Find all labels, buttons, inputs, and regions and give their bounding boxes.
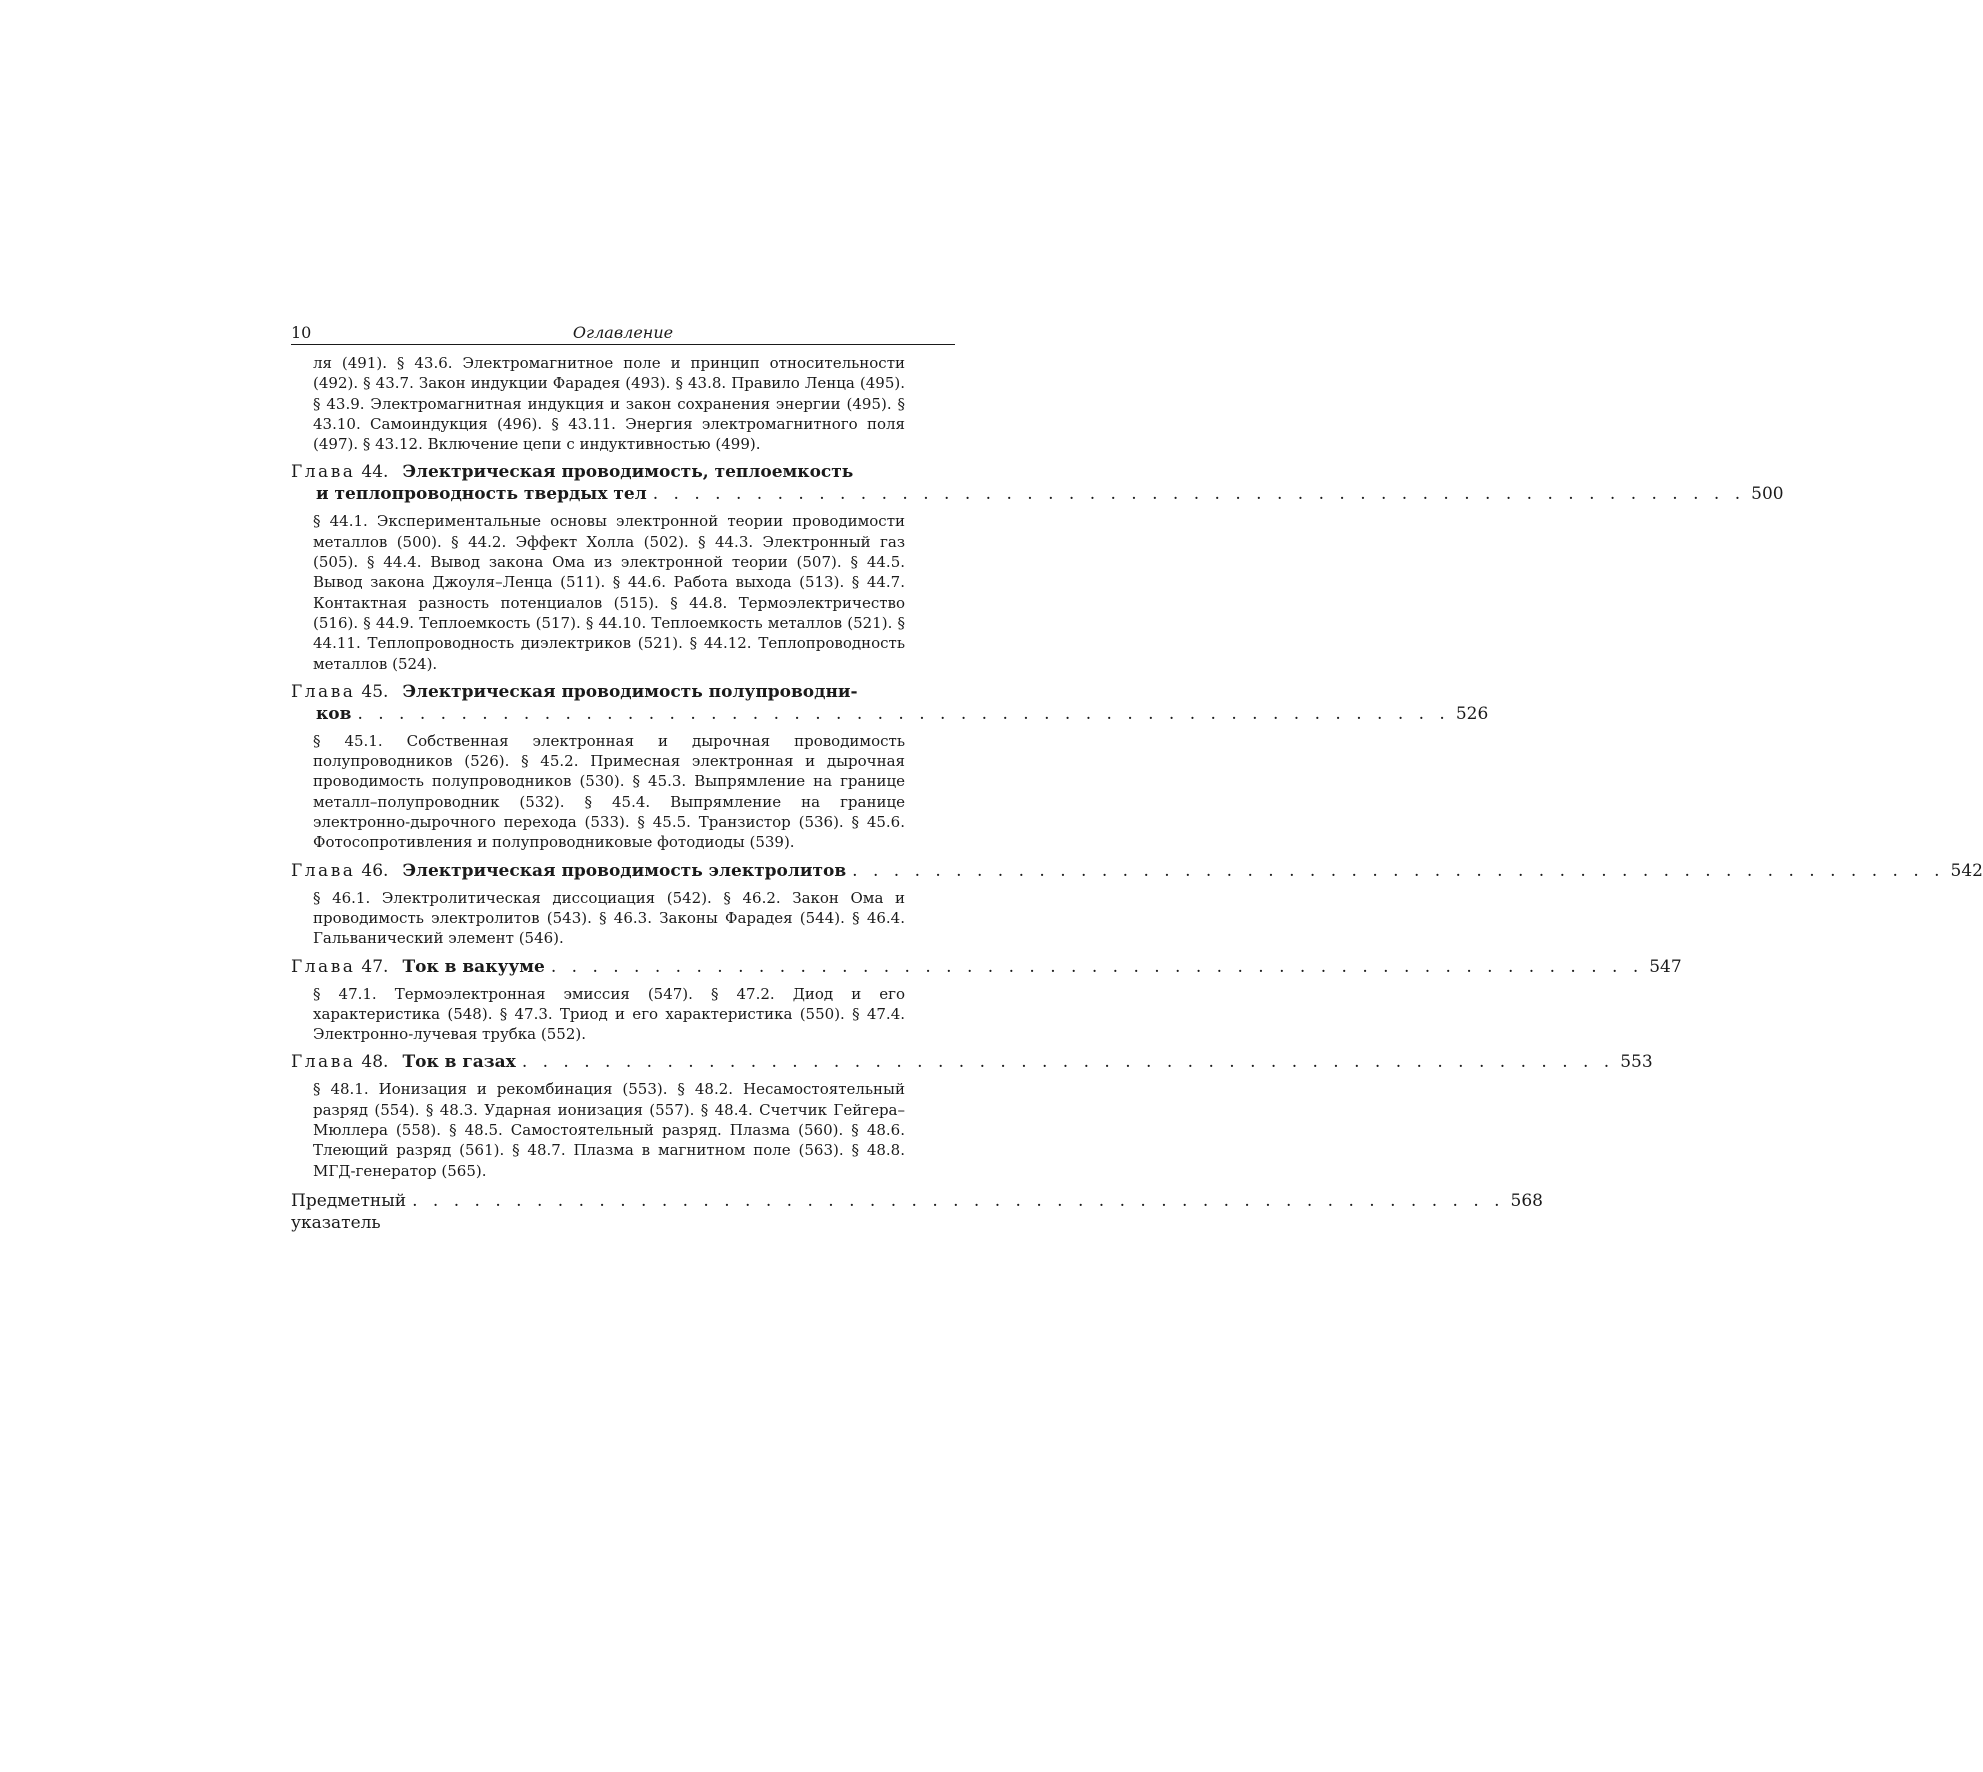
page-number: 10 (291, 323, 312, 342)
page-title: Оглавление (572, 323, 674, 342)
toc-chapter-44[interactable] (291, 461, 1784, 505)
chapter-label: Глава (291, 860, 356, 881)
dot-leader: . . . . . . . . . . . . . . . . . . . . . . . . . . . . . . . . . . . . . . . . . . . . . . . . . . . . . (521, 1052, 1615, 1073)
chapter-title: Ток в газах (402, 1052, 516, 1073)
toc-subject-index[interactable] (291, 1190, 1543, 1234)
chapter-number: 45. (361, 681, 389, 702)
running-header (291, 320, 955, 345)
chapter-title: Электрическая проводимость электролитов (402, 860, 847, 881)
chapter-title: Ток в вакууме (402, 956, 545, 977)
index-page-number: 568 (1510, 1190, 1543, 1211)
dot-leader: . . . . . . . . . . . . . . . . . . . . . . . . . . . . . . . . . . . . . . . . . . . . . . . . . . . . . (550, 956, 1644, 977)
chapter-page-number: 542 (1950, 860, 1983, 881)
chapter-label: Глава (291, 956, 356, 977)
chapter-number: 48. (361, 1052, 389, 1073)
chapter-label: Глава (291, 462, 356, 483)
chapter-title-continued: и теплопроводность твердых тел (316, 484, 647, 505)
toc-chapter-48[interactable] (291, 1051, 1653, 1073)
index-title: Предметный указатель (291, 1190, 407, 1233)
dot-leader: . . . . . . . . . . . . . . . . . . . . . . . . . . . . . . . . . . . . . . . . . . . . . . . . . . . . . (652, 484, 1746, 505)
chapter-page-number: 500 (1751, 484, 1784, 505)
chapter-label: Глава (291, 1052, 356, 1073)
chapter-label: Глава (291, 681, 356, 702)
dot-leader: . . . . . . . . . . . . . . . . . . . . . . . . . . . . . . . . . . . . . . . . . . . . . . . . . . . . . (357, 703, 1450, 724)
document-page (291, 320, 1983, 1234)
chapter-title: Электрическая проводимость полупроводни- (402, 681, 858, 702)
toc-chapter-45[interactable] (291, 681, 1489, 725)
chapter-title-continued: ков (316, 703, 352, 724)
chapter-title: Электрическая проводимость, теплоемкость (402, 462, 854, 483)
chapter-page-number: 547 (1649, 956, 1682, 977)
chapter-page-number: 526 (1455, 703, 1489, 724)
sections-list-ch48: § 48.1. Ионизация и рекомбинация (553). § 48.2. Несамостоятельный разряд (554). § 48.3. Ударная ионизация (557). § 48.4. Счетчик Гейгера–Мюллера (558). § 48.5. Самостоятельный разряд. Плазма (560). § 48.6. Тлеющий разряд (561). § 48.7. Плазма в магнитном поле (563). § 48.8. МГД-генератор (565). (313, 1080, 905, 1180)
chapter-number: 44. (361, 462, 389, 483)
sections-list-ch44: § 44.1. Экспериментальные основы электронной теории проводимости металлов (500). § 44.2. Эффект Холла (502). § 44.3. Электронный газ (505). § 44.4. Вывод закона Ома из электронной теории (507). § 44.5. Вывод закона Джоуля–Ленца (511). § 44.6. Работа выхода (513). § 44.7. Контактная разность потенциалов (515). § 44.8. Термоэлектричество (516). § 44.9. Теплоемкость (517). § 44.10. Теплоемкость металлов (521). § 44.11. Теплопроводность диэлектриков (521). § 44.12. Теплопроводность металлов (524). (313, 512, 905, 673)
dot-leader: . . . . . . . . . . . . . . . . . . . . . . . . . . . . . . . . . . . . . . . . . . . . . . . . . . . . . (412, 1190, 1505, 1211)
sections-list-ch46: § 46.1. Электролитическая диссоциация (542). § 46.2. Закон Ома и проводимость электролитов (543). § 46.3. Законы Фарадея (544). § 46.4. Гальванический элемент (546). (313, 888, 905, 948)
sections-list-ch43-continued: ля (491). § 43.6. Электромагнитное поле и принцип относительности (492). § 43.7. Закон индукции Фарадея (493). § 43.8. Правило Ленца (495). § 43.9. Электромагнитная индукция и закон сохранения энергии (495). § 43.10. Самоиндукция (496). § 43.11. Энергия электромагнитного поля (497). § 43.12. Включение цепи с индуктивностью (499). (313, 354, 905, 454)
sections-list-ch47: § 47.1. Термоэлектронная эмиссия (547). § 47.2. Диод и его характеристика (548). § 47.3. Триод и его характеристика (550). § 47.4. Электронно-лучевая трубка (552). (313, 984, 905, 1044)
chapter-number: 46. (361, 860, 389, 881)
sections-list-ch45: § 45.1. Собственная электронная и дырочная проводимость полупроводников (526). § 45.2. Примесная электронная и дырочная проводимость полупроводников (530). § 45.3. Выпрямление на границе металл–полупроводник (532). § 45.4. Выпрямление на границе электронно-дырочного перехода (533). § 45.5. Транзистор (536). § 45.6. Фотосопротивления и полупроводниковые фотодиоды (539). (313, 731, 905, 852)
toc-chapter-46[interactable] (291, 860, 1983, 882)
chapter-page-number: 553 (1620, 1052, 1653, 1073)
table-of-contents (291, 353, 1983, 1234)
toc-chapter-47[interactable] (291, 956, 1682, 978)
chapter-number: 47. (361, 956, 389, 977)
dot-leader: . . . . . . . . . . . . . . . . . . . . . . . . . . . . . . . . . . . . . . . . . . . . . . . . . . . . . (852, 860, 1945, 881)
